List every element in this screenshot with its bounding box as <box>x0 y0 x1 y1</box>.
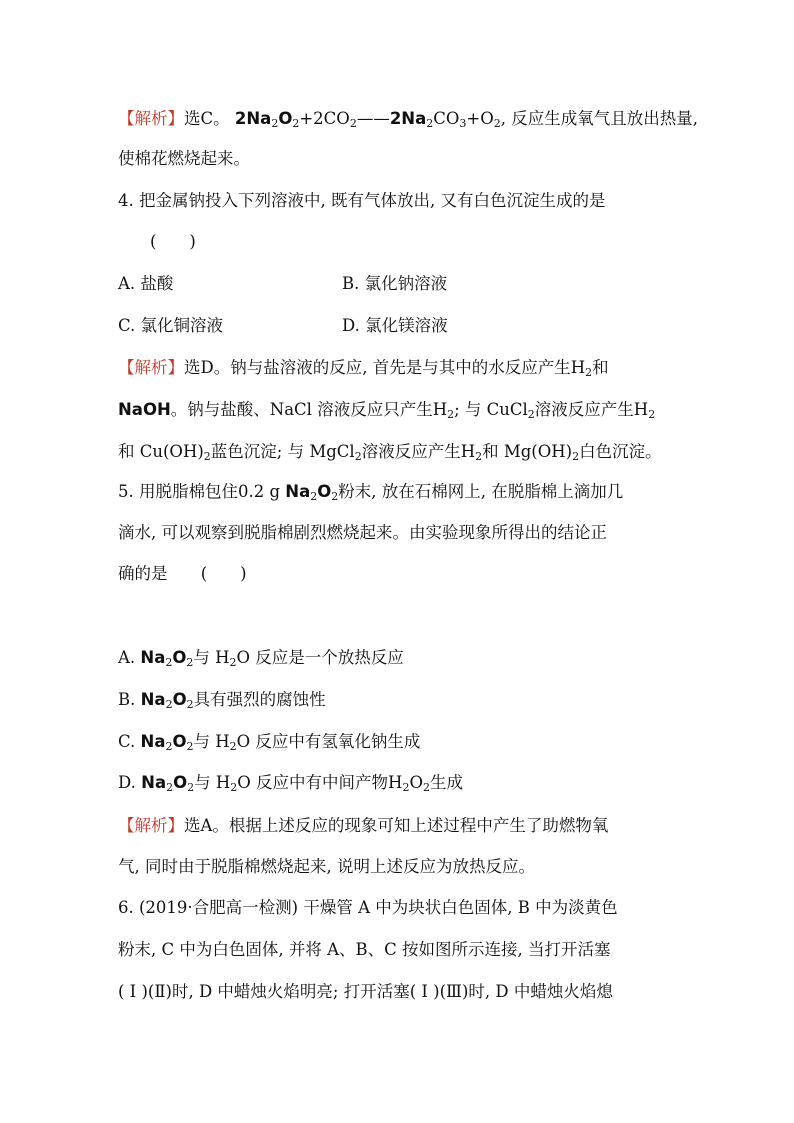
q4-answer-paren: ( ) <box>150 232 196 251</box>
analysis-tag: 【解析】 <box>118 358 184 377</box>
q5-option-a: A. $Na_2O_2$与 $H_2O$ 反应是一个放热反应 <box>118 648 404 669</box>
q5-answer-paren: ( ) <box>200 564 247 583</box>
q4-option-c: C. 氯化铜溶液 <box>118 316 224 335</box>
q3-analysis-line-2: 使棉花燃烧起来。 <box>118 149 250 168</box>
q6-stem-line-2: 粉末, C 中为白色固体, 并将 A、B、C 按如图所示连接, 当打开活塞 <box>118 940 611 959</box>
q5-analysis-line-1: 【解析】选A。根据上述反应的现象可知上述过程中产生了助燃物氧 <box>118 816 609 835</box>
q4-options-row-2 <box>118 315 448 337</box>
q6-stem-line-3: ( Ⅰ )(Ⅱ)时, D 中蜡烛火焰明亮; 打开活塞( Ⅰ )(Ⅲ)时, D 中蜡烛火焰熄 <box>118 982 613 1001</box>
q5-option-c: C. $Na_2O_2$与 $H_2O$ 反应中有氢氧化钠生成 <box>118 732 421 753</box>
q4-option-d: D. 氯化镁溶液 <box>342 316 448 335</box>
q4-options-row-1 <box>118 273 448 295</box>
q5-stem-line-3: 确的是 ( ) <box>118 564 247 583</box>
q5-stem-line-1: 5. 用脱脂棉包住0.2 g $Na_2O_2$粉末, 放在石棉网上, 在脱脂棉上滴加几 <box>118 482 624 503</box>
q5-analysis-line-2: 气, 同时由于脱脂棉燃烧起来, 说明上述反应为放热反应。 <box>118 857 535 876</box>
q4-stem: 4. 把金属钠投入下列溶液中, 既有气体放出, 又有白色沉淀生成的是 <box>118 191 606 210</box>
q4-option-b: B. 氯化钠溶液 <box>342 274 448 293</box>
q4-analysis-line-3: 和 $Cu(OH)_2$蓝色沉淀; 与 MgCl$_2$溶液反应产生$H_2$和 $Mg(OH)_2$白色沉淀。 <box>118 442 662 463</box>
q4-option-a: A. 盐酸 <box>118 274 174 293</box>
q3-analysis-line-1: 【解析】选C。 $2Na_2O_2+2CO_2——2Na_2CO_3+O_2$, 反应生成氧气且放出热量, <box>118 109 699 130</box>
q5-stem-line-2: 滴水, 可以观察到脱脂棉剧烈燃烧起来。由实验现象所得出的结论正 <box>118 523 607 542</box>
q4-analysis-line-2: NaOH。钠与盐酸、NaCl 溶液反应只产生$H_2$; 与 CuCl$_2$溶液反应产生$H_2$ <box>118 400 656 421</box>
analysis-tag: 【解析】 <box>118 109 184 128</box>
q5-option-d: D. $Na_2O_2$与 $H_2O$ 反应中有中间产物$H_2O_2$生成 <box>118 773 463 794</box>
q4-analysis-line-1: 【解析】选D。钠与盐溶液的反应, 首先是与其中的水反应产生$H_2$和 <box>118 358 609 379</box>
q6-stem-line-1: 6. (2019·合肥高一检测) 干燥管 A 中为块状白色固体, B 中为淡黄色 <box>118 898 618 917</box>
q5-option-b: B. $Na_2O_2$具有强烈的腐蚀性 <box>118 690 326 711</box>
analysis-tag: 【解析】 <box>118 816 184 835</box>
